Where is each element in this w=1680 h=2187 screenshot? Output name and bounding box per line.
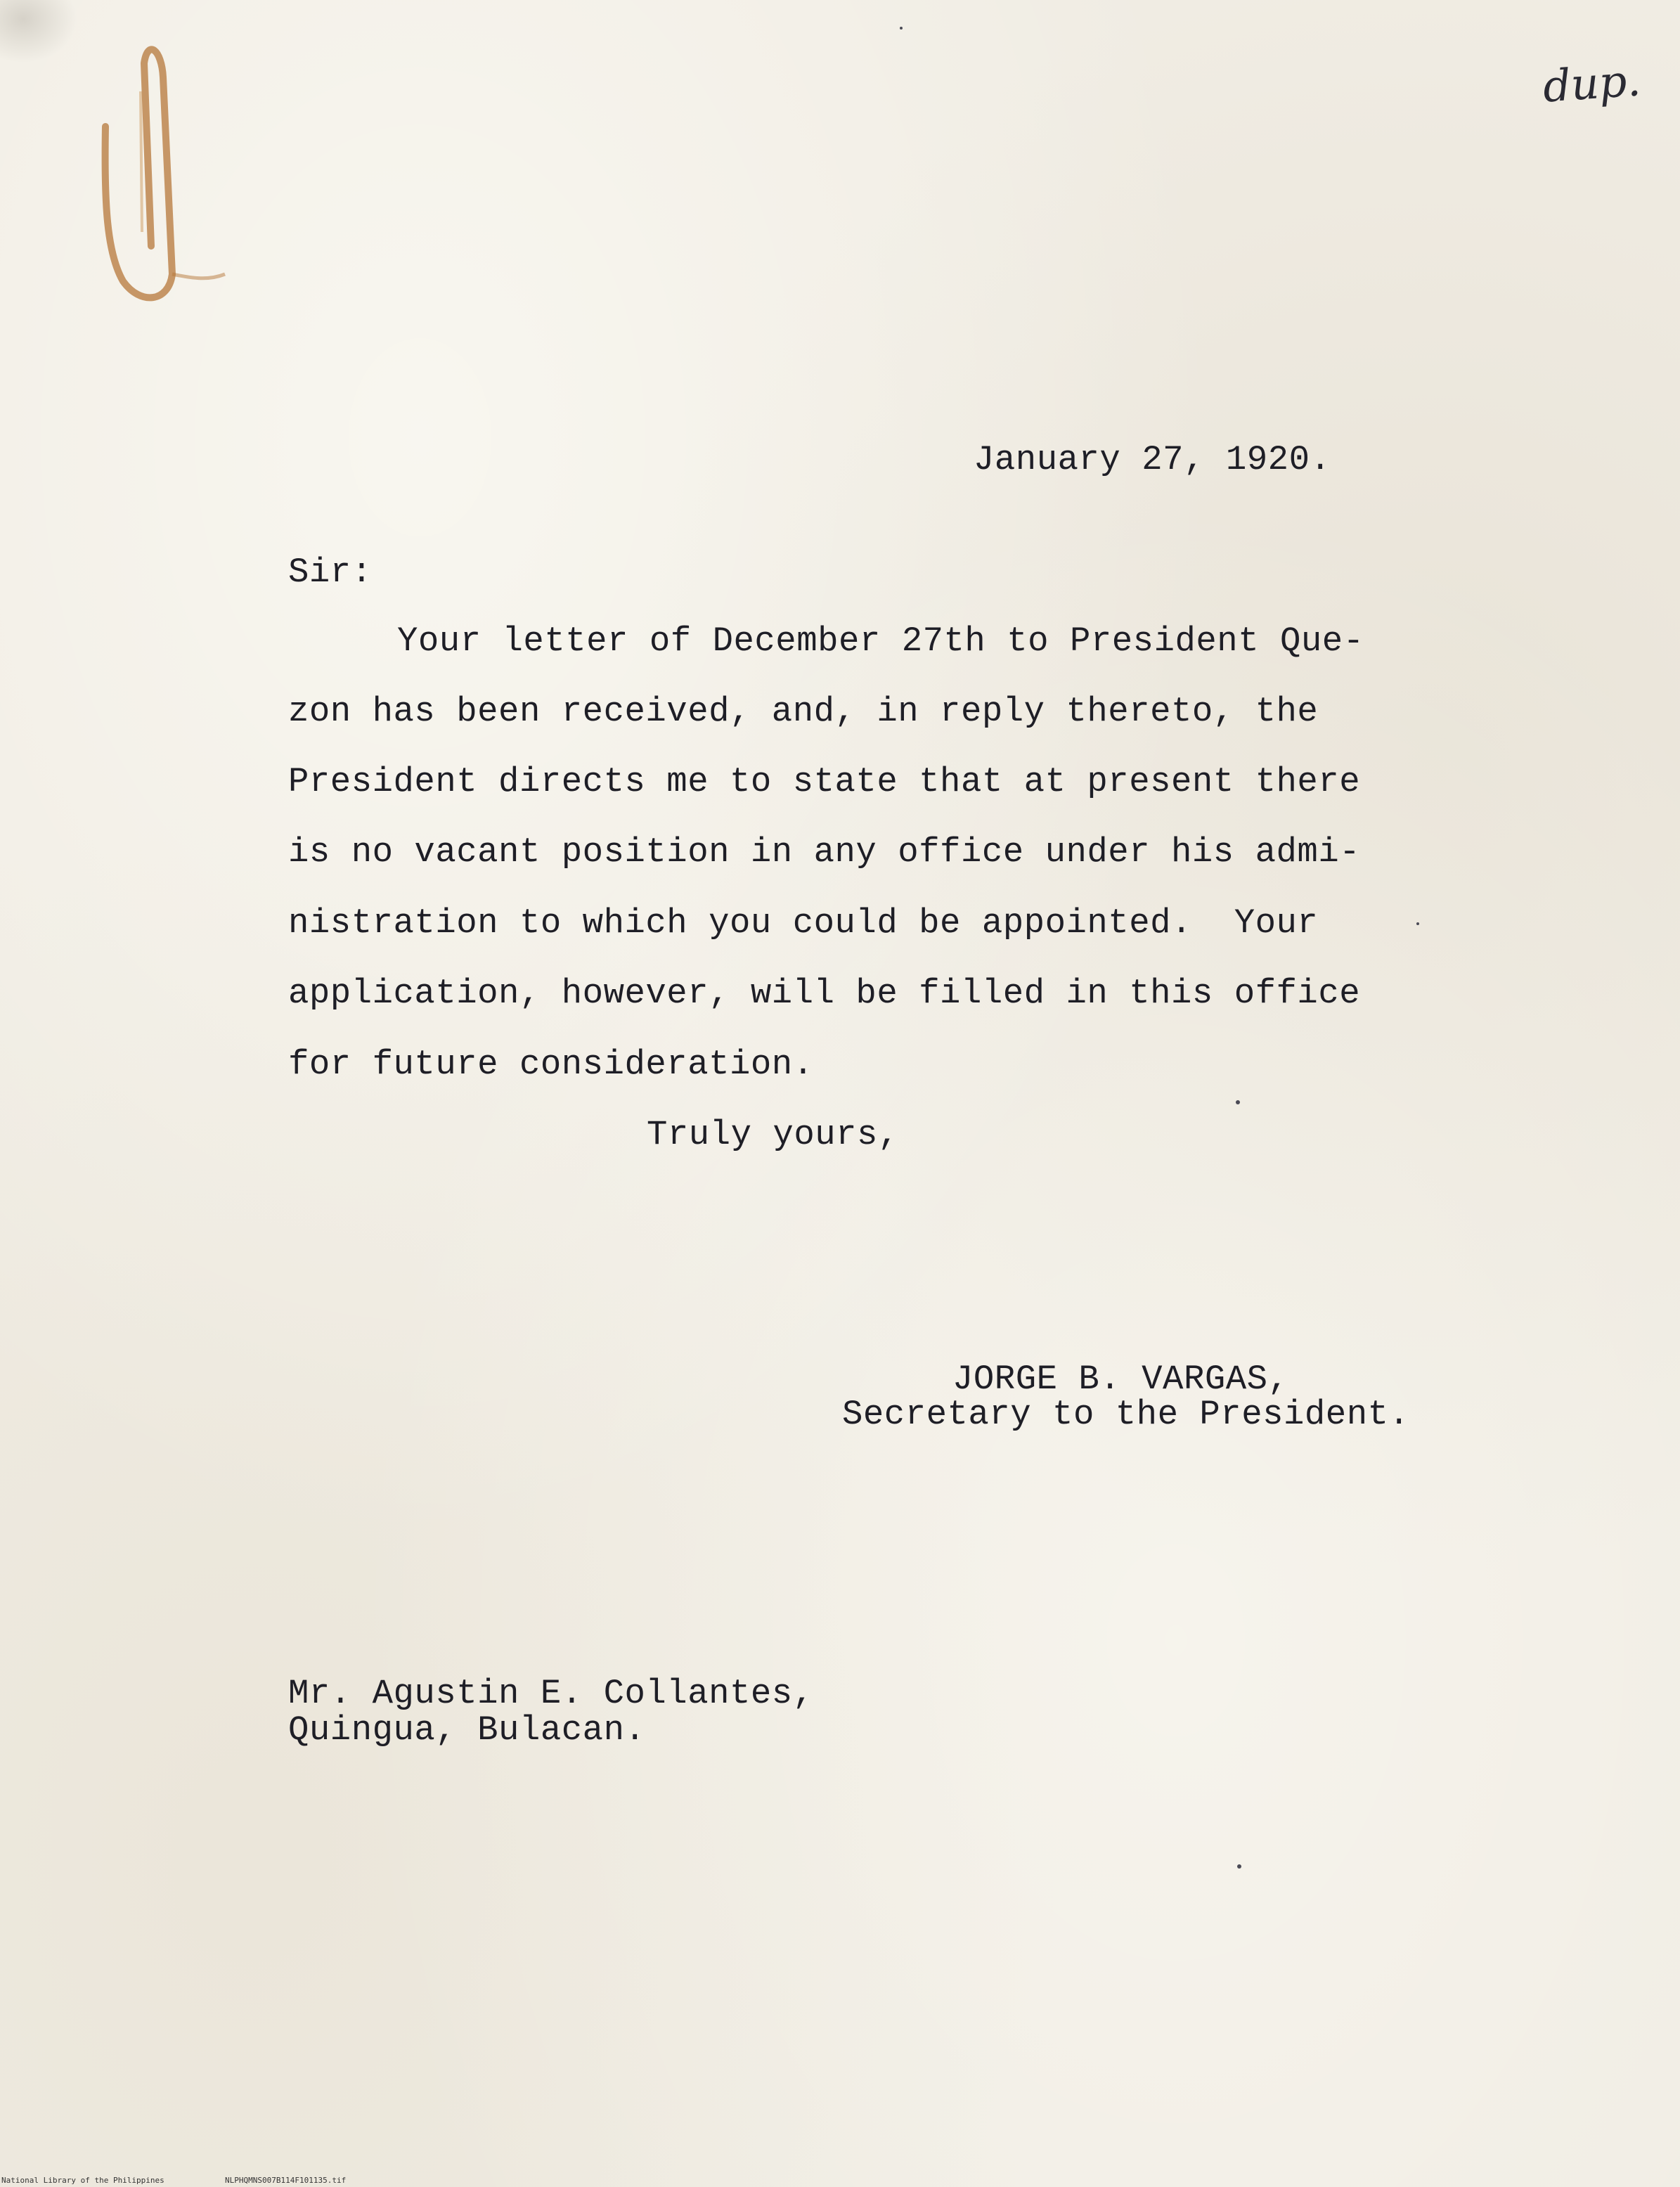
closing: Truly yours, bbox=[647, 1115, 899, 1154]
corner-stain bbox=[0, 0, 77, 63]
footer-source: National Library of the Philippines bbox=[1, 2176, 164, 2185]
body-line: application, however, will be filled in this office bbox=[288, 974, 1361, 1013]
salutation: Sir: bbox=[288, 553, 373, 592]
recipient-name: Mr. Agustin E. Collantes, bbox=[288, 1674, 814, 1713]
signatory-name: JORGE B. VARGAS, bbox=[952, 1360, 1289, 1399]
body-line: nistration to which you could be appointed. Your bbox=[288, 903, 1319, 943]
paper-speck bbox=[1416, 922, 1419, 925]
body-line: is no vacant position in any office under his admi- bbox=[288, 832, 1361, 872]
body-line: Your letter of December 27th to President Que- bbox=[397, 621, 1364, 661]
body-line: President directs me to state that at present there bbox=[288, 762, 1361, 801]
letter-date: January 27, 1920. bbox=[974, 440, 1331, 479]
handwritten-note: dup. bbox=[1541, 54, 1643, 112]
footer-file-name: NLPHQMNS007B114F101135.tif bbox=[225, 2176, 347, 2185]
recipient-address: Quingua, Bulacan. bbox=[288, 1710, 646, 1750]
body-line: zon has been received, and, in reply thereto, the bbox=[288, 692, 1319, 731]
body-line: for future consideration. bbox=[288, 1045, 814, 1084]
paper-speck bbox=[900, 27, 903, 30]
paper-speck bbox=[1237, 1864, 1241, 1869]
signatory-title: Secretary to the President. bbox=[842, 1395, 1410, 1434]
paperclip-rust-stain bbox=[84, 21, 253, 316]
paper-speck bbox=[1236, 1100, 1240, 1104]
